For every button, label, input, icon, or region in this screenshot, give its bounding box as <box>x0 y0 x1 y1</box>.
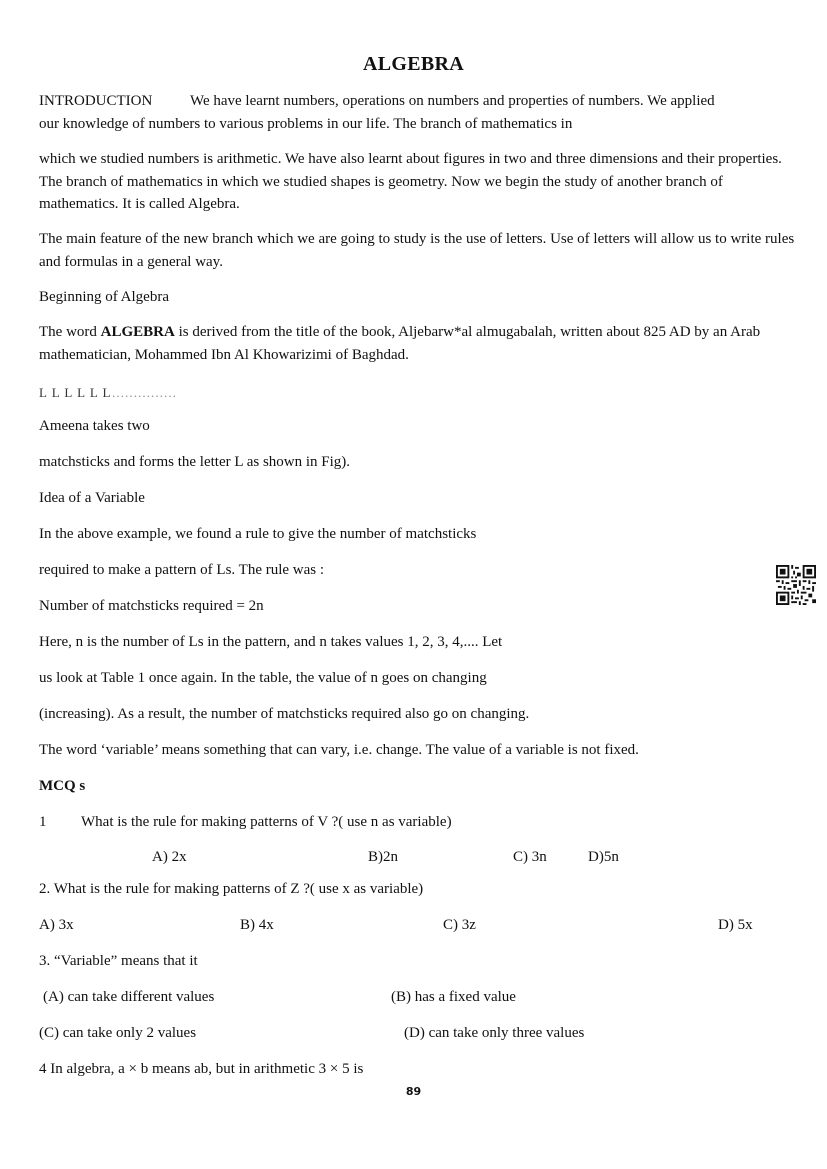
q3-option-b: (B) has a fixed value <box>391 989 516 1005</box>
here-line-1: Here, n is the number of Ls in the pattern, and n takes values 1, 2, 3, 4,.... Let <box>39 634 503 650</box>
intro-line-1: We have learnt numbers, operations on numbers and properties of numbers. We applied <box>190 93 715 109</box>
pattern-letters: L L L L L L <box>39 385 112 400</box>
variable-definition: The word ‘variable’ means something that can vary, i.e. change. The value of a variable is not fixed. <box>39 742 639 758</box>
mcq-heading: MCQ s <box>39 778 86 794</box>
matchstick-pattern <box>39 385 176 401</box>
page-title: ALGEBRA <box>362 53 464 75</box>
q1-option-d: D)5n <box>588 849 619 865</box>
page-number: 89 <box>405 1085 422 1098</box>
q1-option-c: C) 3n <box>513 849 547 865</box>
q2-option-a: A) 3x <box>39 917 74 933</box>
q2-text: 2. What is the rule for making patterns of Z ?( use x as variable) <box>39 881 424 897</box>
ameena-line-2: matchsticks and forms the letter L as shown in Fig). <box>39 454 351 470</box>
pattern-dots: …………… <box>111 385 177 400</box>
intro-line-2: our knowledge of numbers to various problems in our life. The branch of mathematics in <box>39 116 573 132</box>
intro-label: INTRODUCTION <box>39 93 153 109</box>
beginning-heading: Beginning of Algebra <box>39 289 169 305</box>
qr-code <box>776 565 816 605</box>
q4-text: 4 In algebra, a × b means ab, but in arithmetic 3 × 5 is <box>39 1061 364 1077</box>
q3-option-c: (C) can take only 2 values <box>39 1025 197 1041</box>
ameena-line-1: Ameena takes two <box>39 418 150 434</box>
beginning-text-pre: The word <box>39 324 101 340</box>
idea-heading: Idea of a Variable <box>39 490 145 506</box>
q2-option-c: C) 3z <box>443 917 476 933</box>
intro-paragraph-2: which we studied numbers is arithmetic. We have also learnt about figures in two and three dimensions and their properties. The branch of mathematics in which we studied shapes is geometry. Now we begin the study of another branch of mathematics. It is called Algebra. <box>39 151 782 212</box>
rule-line-1: In the above example, we found a rule to give the number of matchsticks <box>39 526 477 542</box>
q3-option-d: (D) can take only three values <box>404 1025 585 1041</box>
rule-formula: Number of matchsticks required = 2n <box>39 598 264 614</box>
beginning-paragraph <box>39 321 799 366</box>
here-line-3: (increasing). As a result, the number of matchsticks required also go on changing. <box>39 706 530 722</box>
q3-text: 3. “Variable” means that it <box>39 953 198 969</box>
q2-option-b: B) 4x <box>240 917 274 933</box>
intro-paragraph-3: The main feature of the new branch which we are going to study is the use of letters. Use of letters will allow us to write rules and formulas in a general way. <box>39 231 795 270</box>
q1-option-b: B)2n <box>368 849 398 865</box>
q1-text: What is the rule for making patterns of V ?( use n as variable) <box>81 814 452 830</box>
here-line-2: us look at Table 1 once again. In the table, the value of n goes on changing <box>39 670 487 686</box>
q1-option-a: A) 2x <box>152 849 187 865</box>
rule-line-2: required to make a pattern of Ls. The rule was : <box>39 562 325 578</box>
q3-option-a: (A) can take different values <box>43 989 215 1005</box>
beginning-text-post: is derived from the title of the book, Aljebarw*al almugabalah, written about 825 AD by an Arab mathematician, Mohammed Ibn Al Khowarizimi of Baghdad. <box>39 324 761 363</box>
algebra-bold-word: ALGEBRA <box>100 324 175 340</box>
q1-number: 1 <box>39 814 47 830</box>
q2-option-d: D) 5x <box>718 917 753 933</box>
